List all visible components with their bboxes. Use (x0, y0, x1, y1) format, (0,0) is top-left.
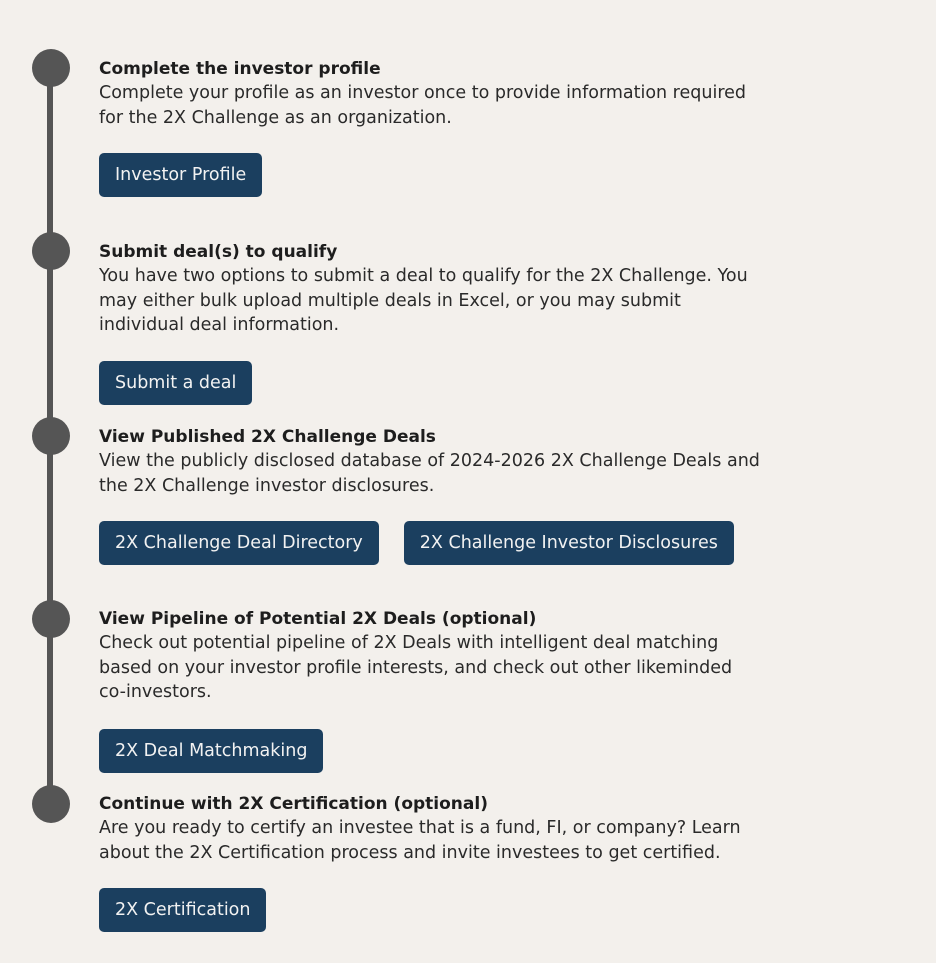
step-deal-pipeline (99, 607, 859, 705)
timeline-dot-1 (32, 49, 70, 87)
timeline-dot-3 (32, 417, 70, 455)
step-title: View Published 2X Challenge Deals (99, 427, 436, 447)
investor-profile-button[interactable]: Investor Profile (99, 153, 262, 197)
step-investor-profile (99, 57, 859, 130)
step-description: Are you ready to certify an investee that is a fund, FI, or company? Learn about the 2X Certification process and invite investees to get certified. (99, 818, 741, 863)
step-published-deals (99, 425, 859, 498)
step-description: Check out potential pipeline of 2X Deals with intelligent deal matching based on your investor profile interests, and check out other likeminded co-investors. (99, 633, 733, 702)
step-5-actions (99, 888, 266, 932)
submit-deal-button[interactable]: Submit a deal (99, 361, 252, 405)
timeline-dot-2 (32, 232, 70, 270)
step-title: Submit deal(s) to qualify (99, 242, 338, 262)
investor-disclosures-button[interactable]: 2X Challenge Investor Disclosures (404, 521, 734, 565)
step-title: View Pipeline of Potential 2X Deals (optional) (99, 609, 537, 629)
step-4-actions (99, 729, 323, 773)
step-2-actions (99, 361, 252, 405)
step-submit-deals (99, 240, 859, 338)
step-title: Continue with 2X Certification (optional) (99, 794, 488, 814)
deal-matchmaking-button[interactable]: 2X Deal Matchmaking (99, 729, 323, 773)
step-certification (99, 792, 859, 865)
step-1-actions (99, 153, 262, 197)
timeline-dot-4 (32, 600, 70, 638)
step-3-actions (99, 521, 734, 565)
certification-button[interactable]: 2X Certification (99, 888, 266, 932)
step-title: Complete the investor profile (99, 59, 381, 79)
step-description: You have two options to submit a deal to qualify for the 2X Challenge. You may either bulk upload multiple deals in Excel, or you may submit individual deal information. (99, 266, 748, 335)
step-description: View the publicly disclosed database of 2024-2026 2X Challenge Deals and the 2X Challenge investor disclosures. (99, 451, 760, 496)
deal-directory-button[interactable]: 2X Challenge Deal Directory (99, 521, 379, 565)
timeline-dot-5 (32, 785, 70, 823)
step-description: Complete your profile as an investor once to provide information required for the 2X Challenge as an organization. (99, 83, 747, 128)
